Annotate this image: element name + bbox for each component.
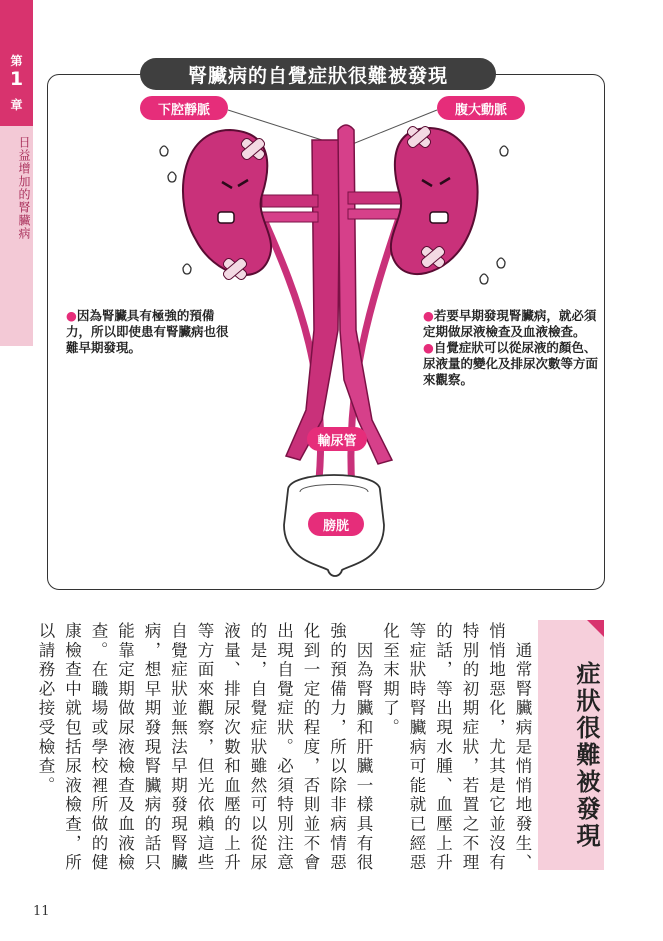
diagram-title: 腎臟病的自覺症狀很難被發現 (140, 58, 496, 90)
bullet-icon: ● (66, 308, 77, 323)
body-text (36, 622, 535, 892)
note-left (66, 308, 238, 356)
page-number: 11 (33, 904, 50, 919)
note-right (423, 308, 603, 388)
note-right-text-2: 自覺症狀可以從尿液的顏色、尿液量的變化及排尿次數等方面來觀察。 (423, 340, 599, 387)
chapter-title: 日益增加的腎臟病 (17, 136, 31, 240)
chapter-number: 1 (9, 68, 24, 90)
section-corner-accent (587, 620, 604, 637)
note-left-text: 因為腎臟具有極強的預備力，所以即使患有腎臟病也很難早期發現。 (66, 308, 229, 355)
bullet-icon: ● (423, 308, 434, 323)
label-bladder: 膀胱 (308, 512, 364, 536)
label-inferior-vena-cava: 下腔靜脈 (140, 96, 228, 120)
label-abdominal-aorta: 腹大動脈 (437, 96, 525, 120)
paragraph-2: 因為腎臟和肝臟一樣具有很強的預備力，所以除非病情惡化到一定的程度，否則並不會出現自覺症狀。必須特別注意的是，自覺症狀雖然可以從尿液量、排尿次數和血壓的上升等方面來觀察，但光依賴這些自覺症狀並無法早期發現腎臟病，想早期發現腎臟病的話只能靠定期做尿液檢查及血液檢查。在職場或學校裡所做的健康檢查中就包括尿液檢查，所以請務必接受檢查。 (36, 622, 373, 873)
bullet-icon: ● (423, 340, 434, 355)
note-right-text-1: 若要早期發現腎臟病，就必須定期做尿液檢查及血液檢查。 (423, 308, 597, 339)
label-ureter: 輸尿管 (307, 427, 367, 451)
paragraph-1: 通常腎臟病是悄悄地發生、悄悄地惡化，尤其是它並沒有特別的初期症狀，若置之不理的話，等出現水腫、血壓上升等症狀時腎臟病可能就已經惡化至末期了。 (380, 622, 532, 873)
section-heading: 症狀很難被發現 (572, 660, 600, 850)
chapter-prefix: 第 (10, 54, 23, 68)
chapter-suffix: 章 (10, 98, 23, 112)
